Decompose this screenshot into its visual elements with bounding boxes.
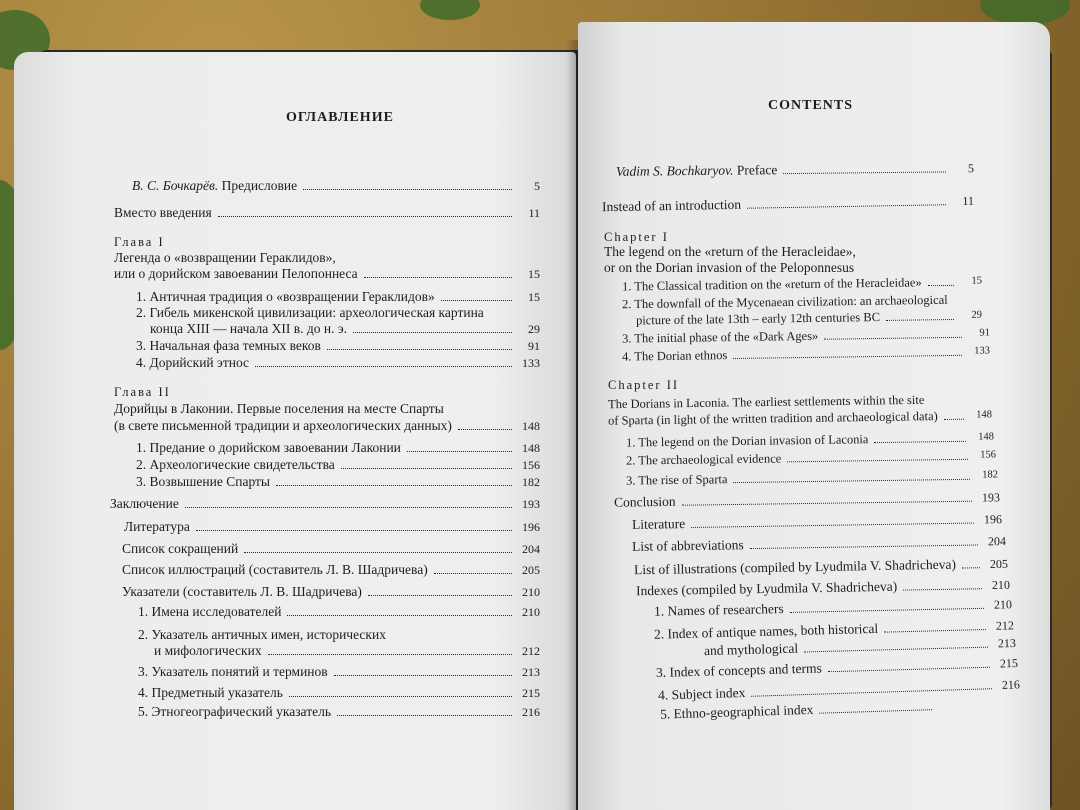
page-number: 11 — [962, 193, 975, 208]
page-number: 15 — [528, 290, 540, 304]
page-number: 204 — [987, 534, 1007, 549]
preface-author: Vadim S. Bochkaryov. — [615, 162, 734, 179]
page-number: 156 — [522, 458, 540, 472]
toc-entry-section: конца XIII — начала XII в. до н. э. 29 — [150, 321, 540, 336]
page-number: 205 — [989, 556, 1009, 572]
page-number: 15 — [528, 267, 540, 281]
page-number: 216 — [1001, 677, 1021, 692]
preface-author: В. С. Бочкарёв. — [132, 178, 219, 193]
page-number: 91 — [979, 327, 991, 339]
page-number: 156 — [980, 449, 997, 461]
page-number: 15 — [971, 275, 983, 287]
page-number: 5 — [967, 161, 975, 176]
page-number: 216 — [522, 705, 540, 719]
page-number: 91 — [528, 339, 540, 353]
toc-entry-section: 3. The initial phase of the «Dark Ages» 91 — [621, 327, 991, 346]
toc-entry-preface — [132, 178, 540, 194]
page-number: 196 — [522, 520, 540, 534]
page-number: 148 — [522, 441, 540, 455]
toc-entry-section: 1. Предание о дорийском завоевании Лаконии 148 — [136, 440, 540, 455]
toc-entry-section: 2. The archaeological evidence 156 — [625, 449, 997, 468]
page-number: 11 — [528, 206, 540, 220]
right-page — [578, 22, 1050, 810]
page-number: 182 — [522, 475, 540, 489]
page-number: 29 — [971, 309, 983, 321]
toc-entry-index-item: 5. Этногеографический указатель 216 — [138, 704, 540, 719]
page-title: CONTENTS — [768, 98, 854, 113]
toc-entry-section: 1. Античная традиция о «возвращении Гераклидов» 15 — [136, 289, 540, 304]
chapter-title: or on the Dorian invasion of the Peloponnesus — [604, 260, 855, 275]
toc-entry-chapter1: или о дорийском завоевании Пелопоннеса 15 — [114, 266, 540, 281]
toc-entry-section: 3. Возвышение Спарты 182 — [136, 474, 540, 489]
page-number: 210 — [993, 597, 1013, 612]
toc-entry-index-item: 5. Ethno-geographical index — [660, 697, 960, 722]
toc-entry-section: 1. The Classical tradition on the «return of the Heracleidae» 15 — [621, 275, 983, 294]
toc-entry-index-item: и мифологических 212 — [154, 643, 540, 658]
chapter-title: Дорийцы в Лаконии. Первые поселения на месте Спарты — [114, 401, 444, 416]
page-number: 215 — [999, 655, 1019, 671]
page-number: 193 — [981, 490, 1001, 505]
page-title: ОГЛАВЛЕНИЕ — [286, 110, 394, 125]
chapter-title: The Dorians in Laconia. The earliest settlements within the site — [607, 392, 925, 412]
toc-entry-index-item: 4. Subject index 216 — [657, 677, 1021, 703]
toc-entry-section: 4. The Dorian ethnos 133 — [621, 345, 991, 364]
toc-entry-conclusion: Заключение 193 — [110, 496, 540, 511]
chapter-title: Легенда о «возвращении Гераклидов», — [114, 250, 336, 265]
page-number: 193 — [522, 497, 540, 511]
toc-entry-indexes: Указатели (составитель Л. В. Шадричева) 210 — [122, 584, 540, 599]
page-number: 29 — [528, 322, 540, 336]
toc-entry-intro: Instead of an introduction 11 — [601, 193, 975, 215]
page-number: 213 — [997, 635, 1017, 651]
preface-title: Preface — [736, 162, 778, 178]
page-number: 212 — [995, 618, 1015, 633]
toc-entry-section: 4. Дорийский этнос 133 — [136, 355, 540, 370]
page-number: 133 — [522, 356, 540, 370]
toc-entry-literature: Литература 196 — [124, 519, 540, 534]
toc-entry-abbreviations: Список сокращений 204 — [122, 541, 540, 556]
toc-entry-illustrations: Список иллюстраций (составитель Л. В. Шадричева) 205 — [122, 562, 540, 577]
toc-entry-section: 2. The downfall of the Mycenaean civilization: an archaeological — [621, 292, 948, 312]
chapter-label: Chapter II — [608, 378, 680, 392]
chapter-label: Chapter I — [604, 230, 669, 244]
toc-entry-chapter2: (в свете письменной традиции и археологических данных) 148 — [114, 418, 540, 433]
chapter-title: The legend on the «return of the Heracleidae», — [604, 244, 856, 259]
page-number: 148 — [976, 409, 993, 421]
toc-entry-section: 2. Гибель микенской цивилизации: археологическая картина — [136, 305, 484, 320]
preface-title: Предисловие — [221, 178, 298, 193]
chapter-label: Глава I — [114, 235, 165, 249]
page-number: 133 — [974, 345, 991, 357]
toc-entry-index-item: 3. Указатель понятий и терминов 213 — [138, 664, 540, 679]
toc-entry-section: 1. The legend on the Dorian invasion of Laconia 148 — [625, 431, 995, 450]
toc-entry-index-item: 4. Предметный указатель 215 — [138, 685, 540, 700]
page-number: 196 — [983, 512, 1003, 527]
page-number: 210 — [522, 585, 540, 599]
chapter-label: Глава II — [114, 385, 171, 399]
toc-entry-conclusion: Conclusion 193 — [613, 490, 1001, 510]
page-number: 210 — [991, 577, 1011, 593]
page-number: 212 — [522, 644, 540, 658]
page-number: 148 — [522, 419, 540, 433]
toc-entry-preface — [616, 160, 974, 180]
toc-entry-index-item: and mythological 213 — [703, 635, 1017, 659]
page-number — [938, 713, 960, 714]
page-number: 148 — [978, 431, 995, 443]
left-page — [14, 52, 576, 810]
page-number: 5 — [534, 179, 540, 193]
toc-entry-index-item: 1. Имена исследователей 210 — [138, 604, 540, 619]
toc-entry-section: picture of the late 13th – early 12th centuries BC 29 — [635, 309, 983, 328]
toc-entry-index-item: 2. Указатель античных имен, исторических — [138, 627, 386, 642]
toc-entry-index-item: 2. Index of antique names, both historical 212 — [653, 618, 1015, 642]
page-number: 205 — [522, 563, 540, 577]
page-number: 182 — [982, 469, 999, 481]
toc-entry-intro: Вместо введения 11 — [114, 205, 540, 220]
toc-entry-literature: Literature 196 — [631, 512, 1003, 532]
toc-entry-illustrations: List of illustrations (compiled by Lyudmila V. Shadricheva) 205 — [633, 556, 1009, 578]
toc-entry-index-item: 3. Index of concepts and terms 215 — [655, 655, 1019, 681]
toc-entry-abbreviations: List of abbreviations 204 — [631, 534, 1007, 554]
toc-entry-section: 3. The rise of Sparta 182 — [625, 469, 999, 488]
toc-entry-section: 2. Археологические свидетельства 156 — [136, 457, 540, 472]
toc-entry-section: 3. Начальная фаза темных веков 91 — [136, 338, 540, 353]
page-number: 213 — [522, 665, 540, 679]
toc-entry-indexes: Indexes (compiled by Lyudmila V. Shadricheva) 210 — [635, 577, 1011, 599]
toc-entry-chapter2: of Sparta (in light of the written tradition and archaeological data) 148 — [607, 409, 993, 428]
page-number: 204 — [522, 542, 540, 556]
page-number: 215 — [522, 686, 540, 700]
page-number: 210 — [522, 605, 540, 619]
toc-entry-index-item: 1. Names of researchers 210 — [653, 597, 1013, 619]
